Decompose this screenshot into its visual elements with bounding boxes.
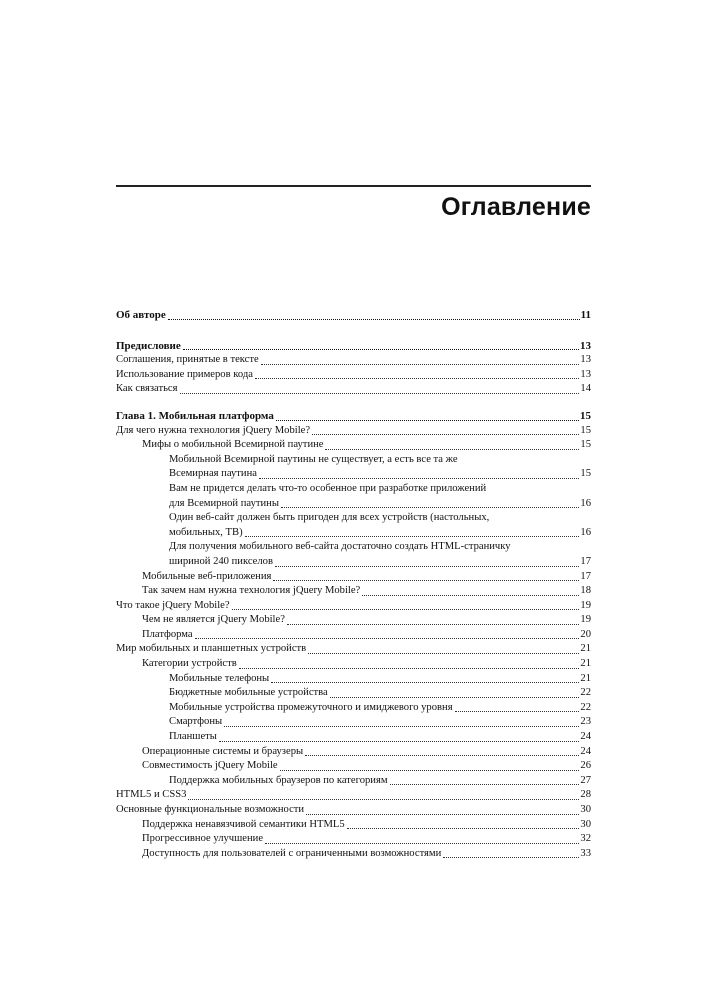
toc-leader-dots xyxy=(245,536,580,537)
toc-entry[interactable] xyxy=(116,584,591,599)
toc-entry[interactable] xyxy=(116,759,591,774)
toc-entry-label: Поддержка мобильных браузеров по категориям xyxy=(169,774,388,786)
toc-leader-dots xyxy=(362,595,579,596)
toc-entry-multiline[interactable] xyxy=(116,482,591,511)
toc-entry-multiline[interactable] xyxy=(116,453,591,482)
toc-entry-label: мобильных, ТВ) xyxy=(169,526,243,538)
toc-entry[interactable] xyxy=(116,657,591,672)
toc-entry[interactable] xyxy=(116,599,591,614)
toc-entry[interactable] xyxy=(116,847,591,862)
toc-leader-dots xyxy=(455,711,580,712)
toc-entry-label: Прогрессивное улучшение xyxy=(142,833,264,845)
toc-entry-label: Всемирная паутина xyxy=(169,468,257,480)
toc-entry-label: HTML5 и CSS3 xyxy=(116,789,187,801)
toc-entry-label: Поддержка ненавязчивой семантики HTML5 xyxy=(142,818,345,830)
title-rule xyxy=(116,185,591,187)
toc-leader-dots xyxy=(168,319,580,320)
toc-page-number: 15 xyxy=(580,468,591,480)
toc-leader-dots xyxy=(188,799,579,800)
toc-entry[interactable] xyxy=(116,701,591,716)
toc-entry[interactable] xyxy=(116,715,591,730)
toc-entry[interactable] xyxy=(116,353,591,368)
toc-entry[interactable] xyxy=(116,672,591,687)
toc-entry-label: Основные функциональные возможности xyxy=(116,804,305,815)
toc-leader-dots xyxy=(265,843,579,844)
toc-leader-dots xyxy=(219,741,579,742)
toc-entry[interactable] xyxy=(116,424,591,439)
toc-leader-dots xyxy=(275,566,579,567)
toc-entry-label: Об авторе xyxy=(116,309,166,321)
toc-leader-dots xyxy=(255,378,579,379)
toc-leader-dots xyxy=(287,624,579,625)
toc-leader-dots xyxy=(180,393,580,394)
table-of-contents xyxy=(116,308,591,861)
toc-entry[interactable] xyxy=(116,438,591,453)
toc-entry-label: Бюджетные мобильные устройства xyxy=(169,687,328,699)
toc-page-number: 15 xyxy=(580,409,591,422)
toc-page-number: 13 xyxy=(580,368,591,380)
toc-page-number: 20 xyxy=(580,628,591,640)
toc-page-number: 19 xyxy=(580,614,591,626)
toc-page-number: 21 xyxy=(580,643,591,655)
toc-entry-about-author[interactable] xyxy=(116,308,591,323)
toc-page-number: 19 xyxy=(580,599,591,611)
toc-entry-label: для Всемирной паутины xyxy=(169,497,279,509)
toc-entry[interactable] xyxy=(116,628,591,643)
toc-page-number: 21 xyxy=(580,672,591,684)
toc-entry-label: Соглашения, принятые в тексте xyxy=(116,354,259,366)
toc-entry-label: Планшеты xyxy=(169,731,217,743)
toc-page-number: 24 xyxy=(580,731,591,743)
toc-leader-dots xyxy=(305,755,579,756)
toc-leader-dots xyxy=(312,434,579,435)
toc-entry-label: Смартфоны xyxy=(169,716,223,728)
toc-entry[interactable] xyxy=(116,686,591,701)
toc-entry-first-line: Для получения мобильного веб-сайта достаточно создать HTML-страничку xyxy=(169,541,511,553)
toc-page-number: 30 xyxy=(580,804,591,815)
toc-leader-dots xyxy=(281,507,579,508)
toc-entry-last-line xyxy=(169,467,591,482)
toc-leader-dots xyxy=(308,653,579,654)
toc-page-number: 16 xyxy=(580,497,591,509)
toc-page-number: 30 xyxy=(580,818,591,830)
toc-leader-dots xyxy=(271,682,579,683)
toc-entry-multiline[interactable] xyxy=(116,511,591,540)
toc-entry[interactable] xyxy=(116,382,591,397)
toc-entry[interactable] xyxy=(116,730,591,745)
toc-entry[interactable] xyxy=(116,788,591,803)
toc-page-number: 22 xyxy=(580,687,591,699)
toc-entry[interactable] xyxy=(116,613,591,628)
toc-entry-multiline[interactable] xyxy=(116,540,591,569)
toc-entry[interactable] xyxy=(116,818,591,833)
toc-page-number: 13 xyxy=(580,339,591,352)
toc-entry-last-line xyxy=(169,555,591,570)
toc-page-number: 17 xyxy=(580,555,591,567)
toc-entry[interactable] xyxy=(116,832,591,847)
toc-page-number: 32 xyxy=(580,833,591,845)
toc-leader-dots xyxy=(390,784,580,785)
toc-entry[interactable] xyxy=(116,745,591,760)
toc-page-number: 26 xyxy=(580,760,591,772)
toc-entry-label: Мобильные устройства промежуточного и имиджевого уровня xyxy=(169,701,453,713)
toc-entry-last-line xyxy=(169,526,591,541)
toc-entry-label: Чем не является jQuery Mobile? xyxy=(142,614,285,626)
toc-entry-label: Мифы о мобильной Всемирной паутине xyxy=(142,439,324,451)
toc-page-number: 21 xyxy=(580,658,591,670)
toc-entry[interactable] xyxy=(116,803,591,818)
toc-page-number: 18 xyxy=(580,585,591,597)
toc-entry-label: Операционные системы и браузеры xyxy=(142,745,304,757)
toc-entry-label: Использование примеров кода xyxy=(116,368,253,380)
toc-entry[interactable] xyxy=(116,774,591,789)
toc-page-number: 16 xyxy=(580,526,591,538)
toc-entry-first-line: Один веб-сайт должен быть пригоден для всех устройств (настольных, xyxy=(169,512,490,524)
toc-leader-dots xyxy=(347,828,580,829)
toc-page-number: 28 xyxy=(580,789,591,801)
toc-entry-label: Доступность для пользователей с ограниченными возможностями xyxy=(142,847,442,859)
toc-leader-dots xyxy=(443,857,579,858)
toc-leader-dots xyxy=(224,726,579,727)
toc-page-number: 17 xyxy=(580,570,591,582)
toc-entry[interactable] xyxy=(116,570,591,585)
toc-leader-dots xyxy=(280,770,580,771)
toc-page-number: 22 xyxy=(580,701,591,713)
toc-leader-dots xyxy=(232,609,580,610)
toc-entry-first-line: Мобильной Всемирной паутины не существует, а есть все та же xyxy=(169,453,458,465)
toc-page-number: 15 xyxy=(580,424,591,436)
toc-page-number: 14 xyxy=(580,383,591,395)
toc-leader-dots xyxy=(239,668,580,669)
toc-page-number: 23 xyxy=(580,716,591,728)
toc-leader-dots xyxy=(273,580,579,581)
toc-leader-dots xyxy=(259,478,579,479)
toc-entry-chapter-1[interactable] xyxy=(116,409,591,424)
toc-entry-label: Мобильные веб-приложения xyxy=(142,570,272,582)
toc-entry-label: Как связаться xyxy=(116,383,178,395)
toc-entry-label: Мир мобильных и планшетных устройств xyxy=(116,643,307,655)
toc-entry-preface[interactable] xyxy=(116,339,591,354)
toc-page-number: 13 xyxy=(580,354,591,366)
toc-leader-dots xyxy=(306,814,579,815)
toc-leader-dots xyxy=(276,420,579,421)
toc-entry[interactable] xyxy=(116,368,591,383)
toc-page-number: 33 xyxy=(580,847,591,859)
page-title: Оглавление xyxy=(441,193,591,221)
toc-page-number: 15 xyxy=(580,439,591,451)
toc-page-number: 11 xyxy=(580,309,591,321)
toc-entry-label: шириной 240 пикселов xyxy=(169,555,273,567)
toc-entry-label: Так зачем нам нужна технология jQuery Mobile? xyxy=(142,585,361,597)
toc-entry-label: Платформа xyxy=(142,628,193,640)
toc-entry-label: Предисловие xyxy=(116,339,181,352)
toc-entry-label: Глава 1. Мобильная платформа xyxy=(116,409,274,422)
toc-page-number: 24 xyxy=(580,745,591,757)
toc-entry-label: Мобильные телефоны xyxy=(169,672,270,684)
toc-leader-dots xyxy=(183,349,579,350)
toc-page-number: 27 xyxy=(580,774,591,786)
toc-leader-dots xyxy=(330,697,580,698)
toc-entry-label: Совместимость jQuery Mobile xyxy=(142,760,278,772)
toc-entry[interactable] xyxy=(116,642,591,657)
toc-entry-first-line: Вам не придется делать что-то особенное при разработке приложений xyxy=(169,482,487,494)
toc-entry-label: Что такое jQuery Mobile? xyxy=(116,599,230,611)
toc-leader-dots xyxy=(325,449,579,450)
toc-entry-label: Категории устройств xyxy=(142,658,237,670)
toc-entry-last-line xyxy=(169,497,591,512)
toc-leader-dots xyxy=(261,364,580,365)
toc-entry-label: Для чего нужна технология jQuery Mobile? xyxy=(116,424,311,436)
toc-leader-dots xyxy=(195,638,580,639)
